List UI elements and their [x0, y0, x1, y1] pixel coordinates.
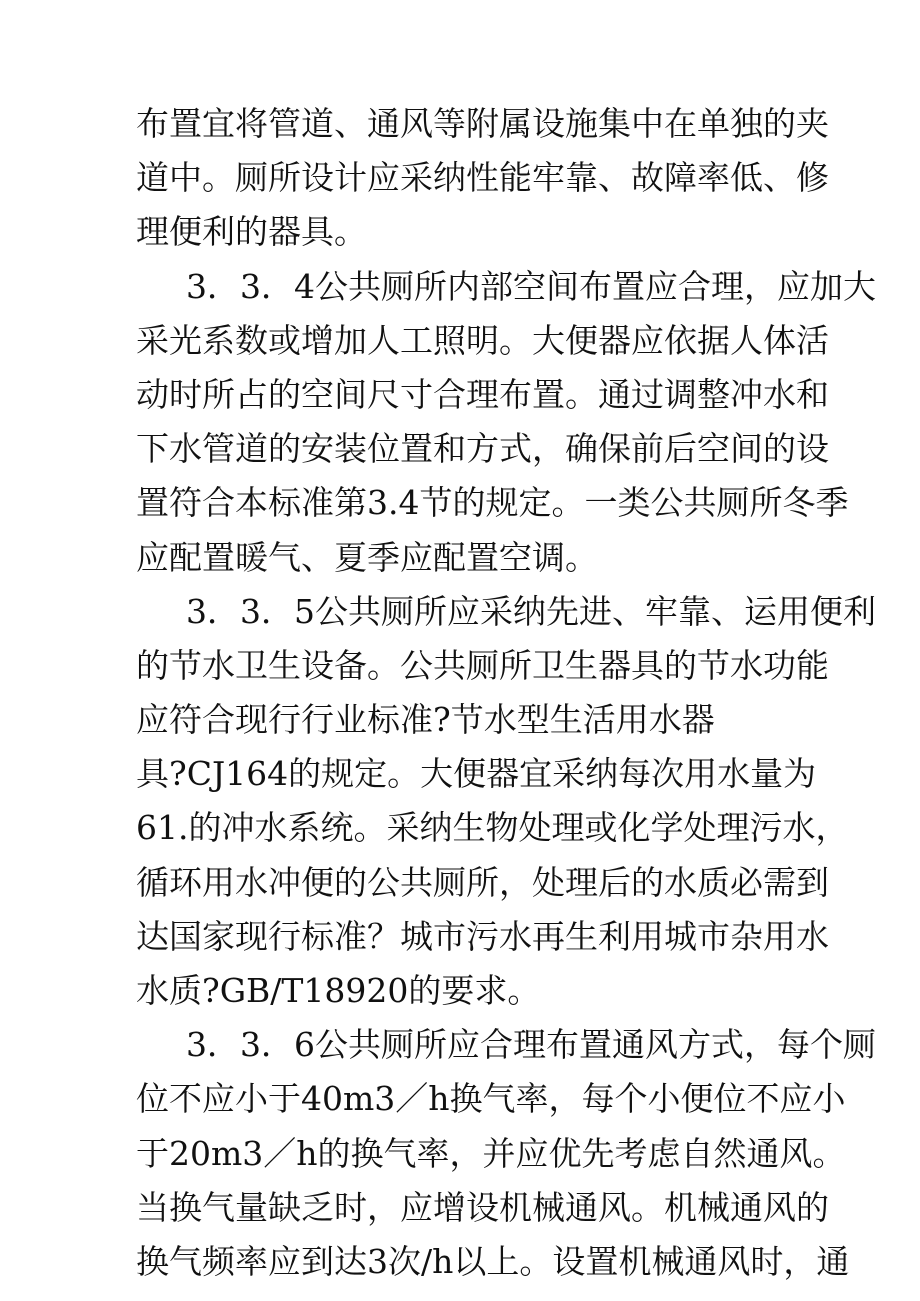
- section-3-3-5-first-line: 3．3．5公共厕所应采纳先进、牢靠、运用便利: [186, 591, 876, 631]
- text-line: 换气频率应到达3次/h以上。设置机械通风时，通: [136, 1241, 850, 1281]
- text-line: 布置宜将管道、通风等附属设施集中在单独的夹: [136, 104, 829, 143]
- text-line: 于20m3／h的换气率，并应优先考虑自然通风。: [136, 1133, 846, 1173]
- text-line: 的节水卫生设备。公共厕所卫生器具的节水功能: [136, 645, 829, 685]
- text-line: 下水管道的安装位置和方式，确保前后空间的设: [136, 429, 829, 469]
- section-3-3-4-first-line: 3．3．4公共厕所内部空间布置应合理，应加大: [186, 266, 876, 306]
- text-line: 道中。厕所设计应采纳性能牢靠、故障率低、修: [136, 158, 829, 198]
- section-3-3-6-first-line: 3．3．6公共厕所应合理布置通风方式，每个厕: [186, 1025, 876, 1065]
- text-line: 采光系数或增加人工照明。大便器应依据人体活: [136, 320, 829, 360]
- document-body: [136, 97, 876, 1289]
- text-line: 置符合本标准第3.4节的规定。一类公共厕所冬季: [136, 483, 849, 523]
- text-line: 循环用水冲便的公共厕所，处理后的水质必需到: [136, 862, 829, 902]
- text-line: 理便利的器具。: [136, 212, 367, 252]
- text-line: 达国家现行标准？城市污水再生利用城市杂用水: [136, 916, 829, 956]
- text-line: 水质?GB/T18920的要求。: [136, 971, 541, 1010]
- text-line: 具?CJ164的规定。大便器宜采纳每次用水量为: [136, 754, 817, 794]
- text-line: 应配置暖气、夏季应配置空调。: [136, 537, 598, 577]
- text-line: 应符合现行行业标准?节水型生活用水器: [136, 700, 715, 740]
- text-line: 位不应小于40m3／h换气率，每个小便位不应小: [136, 1079, 846, 1119]
- text-line: 当换气量缺乏时，应增设机械通风。机械通风的: [136, 1187, 829, 1227]
- text-line: 动时所占的空间尺寸合理布置。通过调整冲水和: [136, 374, 829, 414]
- text-line: 61.的冲水系统。采纳生物处理或化学处理污水，: [136, 808, 849, 848]
